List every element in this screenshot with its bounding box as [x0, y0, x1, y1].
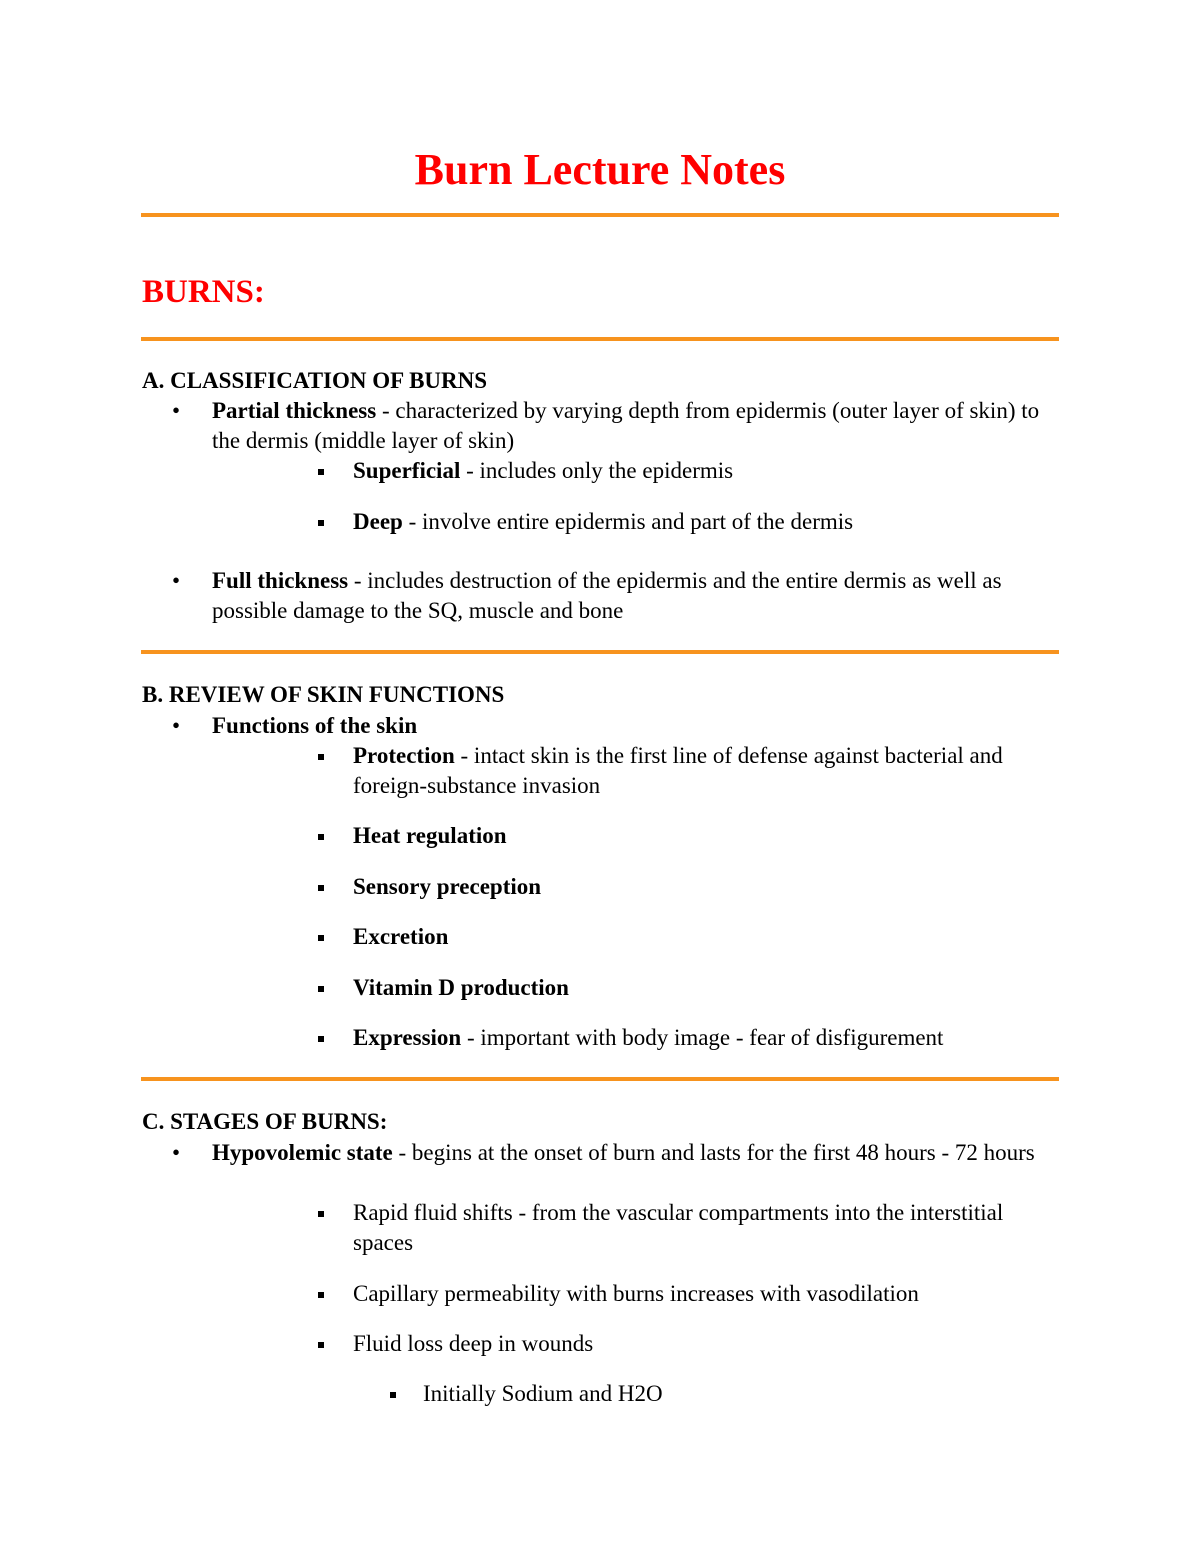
divider-rule	[141, 650, 1059, 654]
item-term: Full thickness	[212, 568, 349, 593]
document-title: Burn Lecture Notes	[414, 145, 786, 194]
square-bullet	[390, 1392, 396, 1398]
square-bullet	[318, 885, 324, 891]
excretion-item	[353, 922, 1063, 952]
item-term: Sensory preception	[353, 874, 542, 899]
partial-thickness-item	[212, 396, 1062, 456]
sensory-item	[353, 872, 1063, 902]
heat-regulation-item	[353, 821, 1063, 851]
item-text: - characterized by varying depth from epidermis (outer layer of skin) to the dermis (middle layer of skin)	[212, 398, 1040, 453]
item-term: Expression	[353, 1025, 462, 1050]
divider-rule	[141, 213, 1059, 217]
item-term: Superficial	[353, 458, 461, 483]
protection-item	[353, 741, 1063, 801]
item-text: - involve entire epidermis and part of the dermis	[402, 509, 854, 534]
hypovolemic-item	[212, 1138, 1062, 1168]
square-bullet	[318, 834, 324, 840]
item-term: Functions of the skin	[212, 713, 418, 738]
item-text: - includes destruction of the epidermis and the entire dermis as well as possible damage to the SQ, muscle and bone	[212, 568, 1002, 623]
square-bullet	[318, 1292, 324, 1298]
item-term: Hypovolemic state	[212, 1140, 393, 1165]
item-term: Excretion	[353, 924, 449, 949]
bullet-dot: •	[172, 398, 181, 423]
square-bullet	[318, 986, 324, 992]
item-term: Vitamin D production	[353, 975, 569, 1000]
item-term: Deep	[353, 509, 403, 534]
rapid-fluid-item: Rapid fluid shifts - from the vascular compartments into the interstitial spaces	[353, 1200, 1004, 1255]
deep-item	[353, 507, 1063, 537]
section-c-heading: C. STAGES OF BURNS:	[142, 1109, 388, 1134]
divider-rule	[141, 1077, 1059, 1081]
functions-item	[212, 711, 1062, 741]
superficial-item	[353, 456, 1063, 486]
square-bullet	[318, 469, 324, 475]
fluid-loss-item: Fluid loss deep in wounds	[353, 1331, 594, 1356]
bullet-dot: •	[172, 713, 181, 738]
item-term: Protection	[353, 743, 455, 768]
square-bullet	[318, 935, 324, 941]
square-bullet	[318, 754, 324, 760]
item-term: Heat regulation	[353, 823, 507, 848]
capillary-item: Capillary permeability with burns increases with vasodilation	[353, 1281, 919, 1306]
burns-heading: BURNS:	[142, 274, 265, 310]
vitamin-d-item	[353, 973, 1063, 1003]
section-a-heading: A. CLASSIFICATION OF BURNS	[142, 368, 488, 393]
item-text: - important with body image - fear of disfigurement	[461, 1025, 944, 1050]
item-text: - begins at the onset of burn and lasts for the first 48 hours - 72 hours	[392, 1140, 1035, 1165]
expression-item	[353, 1023, 1063, 1053]
initially-item: Initially Sodium and H2O	[423, 1381, 663, 1406]
item-text: - intact skin is the first line of defense against bacterial and foreign-substance invasion	[353, 743, 1003, 798]
section-b-heading: B. REVIEW OF SKIN FUNCTIONS	[142, 682, 505, 707]
bullet-dot: •	[172, 1140, 181, 1165]
item-term: Partial thickness	[212, 398, 377, 423]
square-bullet	[318, 1036, 324, 1042]
square-bullet	[318, 1211, 324, 1217]
full-thickness-item	[212, 566, 1062, 626]
square-bullet	[318, 1342, 324, 1348]
item-text: - includes only the epidermis	[460, 458, 734, 483]
bullet-dot: •	[172, 568, 181, 593]
square-bullet	[318, 520, 324, 526]
divider-rule	[141, 337, 1059, 341]
